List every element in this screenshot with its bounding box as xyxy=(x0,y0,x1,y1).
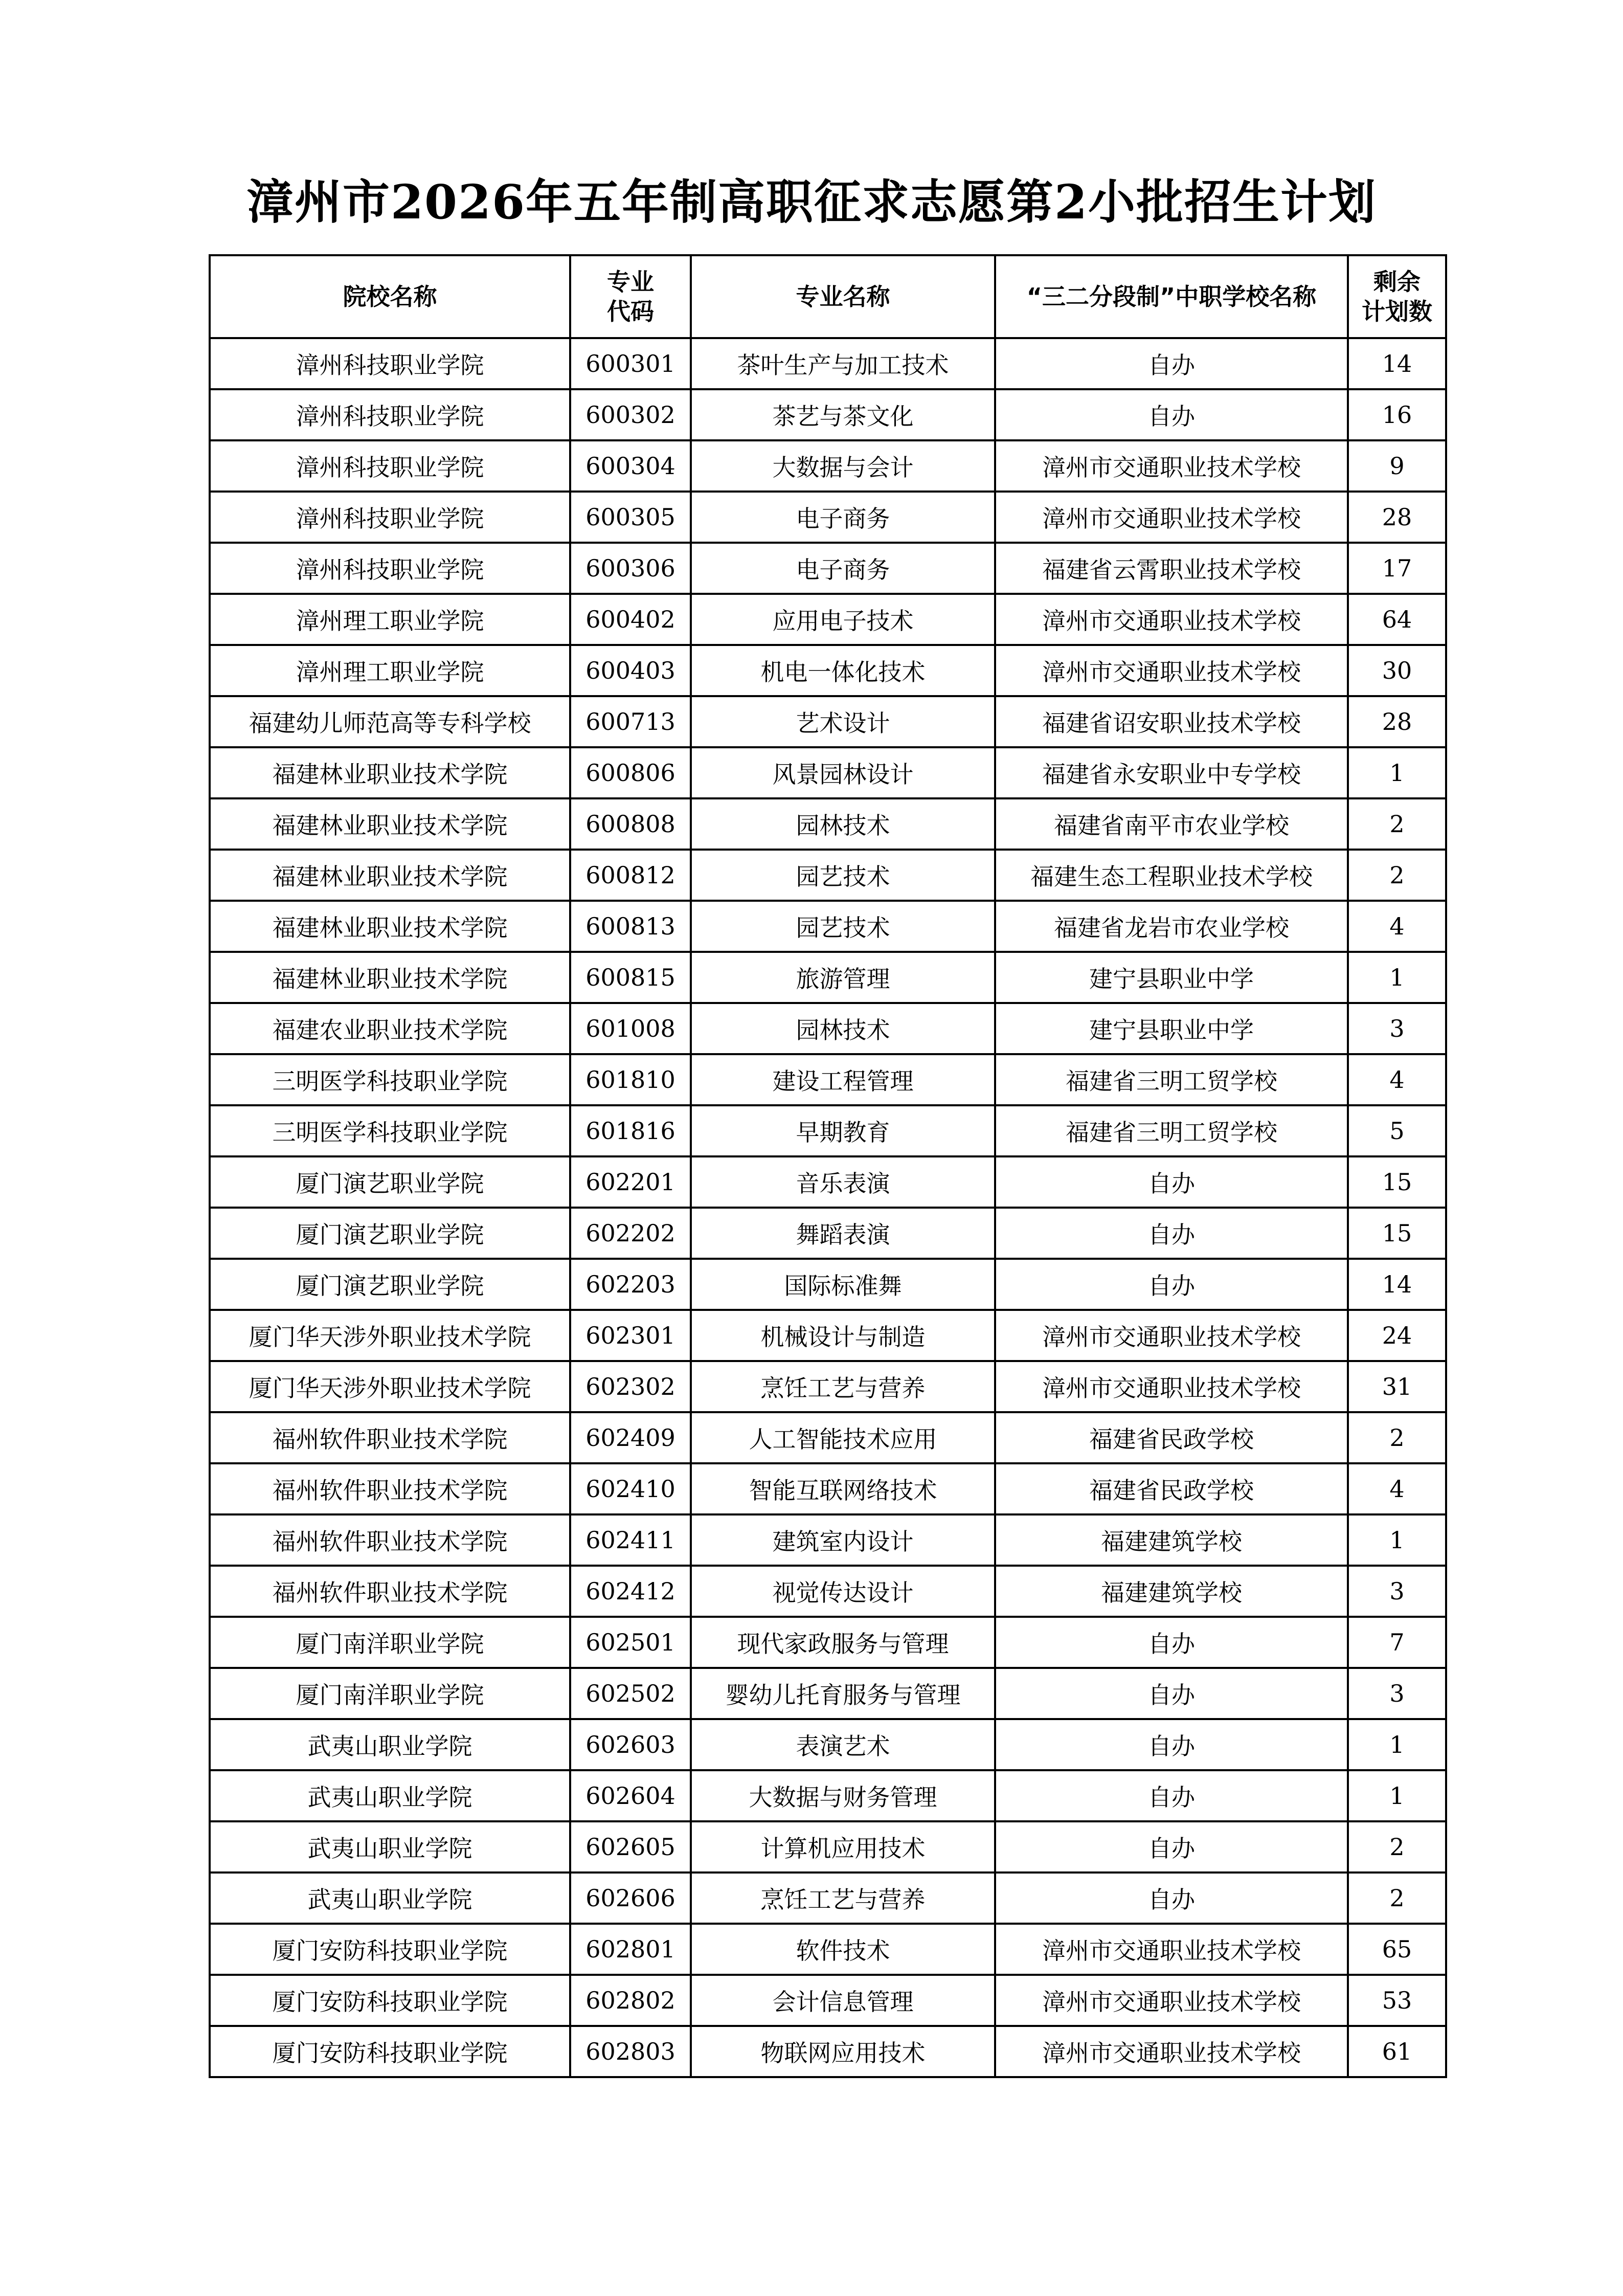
cell-major-name: 电子商务 xyxy=(691,543,995,594)
table-row xyxy=(210,1719,1446,1770)
cell-major-code: 602603 xyxy=(570,1719,691,1770)
table-row xyxy=(210,440,1446,492)
cell-major-name: 软件技术 xyxy=(691,1924,995,1975)
table-row xyxy=(210,1361,1446,1412)
cell-school-name: 福建农业职业技术学院 xyxy=(210,1003,570,1054)
table-row xyxy=(210,543,1446,594)
cell-major-name: 物联网应用技术 xyxy=(691,2026,995,2077)
enrollment-plan-table xyxy=(209,254,1447,2078)
table-row xyxy=(210,1156,1446,1208)
cell-remaining-plan: 15 xyxy=(1348,1156,1446,1208)
cell-remaining-plan: 1 xyxy=(1348,1770,1446,1821)
cell-major-name: 会计信息管理 xyxy=(691,1975,995,2026)
cell-remaining-plan: 4 xyxy=(1348,1463,1446,1514)
cell-remaining-plan: 64 xyxy=(1348,594,1446,645)
cell-major-code: 600806 xyxy=(570,747,691,798)
cell-major-code: 602606 xyxy=(570,1873,691,1924)
table-row xyxy=(210,594,1446,645)
page-title: 漳州市2026年五年制高职征求志愿第2小批招生计划 xyxy=(246,174,1377,230)
cell-major-name: 智能互联网络技术 xyxy=(691,1463,995,1514)
cell-school-name: 福建林业职业技术学院 xyxy=(210,952,570,1003)
cell-remaining-plan: 1 xyxy=(1348,1514,1446,1566)
cell-school-name: 武夷山职业学院 xyxy=(210,1770,570,1821)
cell-secondary-school: 福建省龙岩市农业学校 xyxy=(995,901,1348,952)
cell-secondary-school: 自办 xyxy=(995,1668,1348,1719)
table-row xyxy=(210,1566,1446,1617)
cell-secondary-school: 自办 xyxy=(995,1208,1348,1259)
cell-remaining-plan: 2 xyxy=(1348,850,1446,901)
cell-secondary-school: 福建省诏安职业技术学校 xyxy=(995,696,1348,747)
table-row xyxy=(210,1668,1446,1719)
cell-secondary-school: 福建生态工程职业技术学校 xyxy=(995,850,1348,901)
cell-school-name: 福建林业职业技术学院 xyxy=(210,798,570,850)
cell-major-name: 园艺技术 xyxy=(691,850,995,901)
cell-secondary-school: 自办 xyxy=(995,1156,1348,1208)
cell-major-name: 园艺技术 xyxy=(691,901,995,952)
cell-remaining-plan: 3 xyxy=(1348,1566,1446,1617)
cell-remaining-plan: 16 xyxy=(1348,389,1446,440)
cell-major-name: 机电一体化技术 xyxy=(691,645,995,696)
cell-school-name: 福州软件职业技术学院 xyxy=(210,1412,570,1463)
cell-secondary-school: 漳州市交通职业技术学校 xyxy=(995,440,1348,492)
cell-secondary-school: 福建省民政学校 xyxy=(995,1412,1348,1463)
table-row xyxy=(210,338,1446,389)
cell-secondary-school: 漳州市交通职业技术学校 xyxy=(995,1310,1348,1361)
cell-major-code: 601810 xyxy=(570,1054,691,1105)
cell-major-code: 601816 xyxy=(570,1105,691,1156)
cell-school-name: 厦门华天涉外职业技术学院 xyxy=(210,1361,570,1412)
cell-major-name: 机械设计与制造 xyxy=(691,1310,995,1361)
cell-secondary-school: 漳州市交通职业技术学校 xyxy=(995,2026,1348,2077)
cell-remaining-plan: 1 xyxy=(1348,1719,1446,1770)
cell-secondary-school: 福建省永安职业中专学校 xyxy=(995,747,1348,798)
cell-major-code: 600305 xyxy=(570,492,691,543)
table-row xyxy=(210,850,1446,901)
cell-major-name: 视觉传达设计 xyxy=(691,1566,995,1617)
cell-major-code: 602201 xyxy=(570,1156,691,1208)
table-row xyxy=(210,952,1446,1003)
cell-secondary-school: 漳州市交通职业技术学校 xyxy=(995,645,1348,696)
header-remaining-plan: 剩余 计划数 xyxy=(1348,255,1446,338)
table-row xyxy=(210,1975,1446,2026)
cell-remaining-plan: 4 xyxy=(1348,901,1446,952)
cell-secondary-school: 漳州市交通职业技术学校 xyxy=(995,1361,1348,1412)
cell-major-code: 600306 xyxy=(570,543,691,594)
table-row xyxy=(210,1003,1446,1054)
cell-secondary-school: 自办 xyxy=(995,1770,1348,1821)
cell-secondary-school: 福建省三明工贸学校 xyxy=(995,1105,1348,1156)
cell-remaining-plan: 7 xyxy=(1348,1617,1446,1668)
cell-major-code: 600402 xyxy=(570,594,691,645)
cell-major-code: 600813 xyxy=(570,901,691,952)
cell-secondary-school: 福建建筑学校 xyxy=(995,1566,1348,1617)
table-body xyxy=(210,338,1446,2077)
cell-remaining-plan: 14 xyxy=(1348,338,1446,389)
cell-remaining-plan: 2 xyxy=(1348,1412,1446,1463)
cell-school-name: 漳州理工职业学院 xyxy=(210,594,570,645)
table-row xyxy=(210,1259,1446,1310)
cell-secondary-school: 建宁县职业中学 xyxy=(995,1003,1348,1054)
cell-school-name: 厦门安防科技职业学院 xyxy=(210,1975,570,2026)
cell-school-name: 漳州理工职业学院 xyxy=(210,645,570,696)
cell-major-code: 602502 xyxy=(570,1668,691,1719)
cell-remaining-plan: 3 xyxy=(1348,1003,1446,1054)
cell-secondary-school: 福建省民政学校 xyxy=(995,1463,1348,1514)
cell-school-name: 厦门安防科技职业学院 xyxy=(210,2026,570,2077)
cell-secondary-school: 福建省三明工贸学校 xyxy=(995,1054,1348,1105)
cell-major-code: 602604 xyxy=(570,1770,691,1821)
cell-major-name: 茶艺与茶文化 xyxy=(691,389,995,440)
cell-major-name: 音乐表演 xyxy=(691,1156,995,1208)
table-row xyxy=(210,1617,1446,1668)
cell-remaining-plan: 17 xyxy=(1348,543,1446,594)
cell-major-code: 600808 xyxy=(570,798,691,850)
cell-school-name: 厦门演艺职业学院 xyxy=(210,1259,570,1310)
cell-major-code: 602801 xyxy=(570,1924,691,1975)
cell-major-code: 602803 xyxy=(570,2026,691,2077)
cell-secondary-school: 漳州市交通职业技术学校 xyxy=(995,1924,1348,1975)
cell-major-code: 602411 xyxy=(570,1514,691,1566)
table-row xyxy=(210,1924,1446,1975)
cell-secondary-school: 漳州市交通职业技术学校 xyxy=(995,594,1348,645)
cell-remaining-plan: 65 xyxy=(1348,1924,1446,1975)
cell-remaining-plan: 2 xyxy=(1348,798,1446,850)
cell-school-name: 福州软件职业技术学院 xyxy=(210,1463,570,1514)
header-major-code: 专业 代码 xyxy=(570,255,691,338)
cell-school-name: 福建林业职业技术学院 xyxy=(210,850,570,901)
cell-school-name: 漳州科技职业学院 xyxy=(210,492,570,543)
cell-school-name: 三明医学科技职业学院 xyxy=(210,1054,570,1105)
table-row xyxy=(210,798,1446,850)
table-row xyxy=(210,1054,1446,1105)
table-row xyxy=(210,1208,1446,1259)
cell-school-name: 武夷山职业学院 xyxy=(210,1873,570,1924)
cell-major-name: 建设工程管理 xyxy=(691,1054,995,1105)
cell-major-name: 旅游管理 xyxy=(691,952,995,1003)
cell-major-name: 风景园林设计 xyxy=(691,747,995,798)
cell-secondary-school: 福建建筑学校 xyxy=(995,1514,1348,1566)
table-row xyxy=(210,1514,1446,1566)
cell-school-name: 三明医学科技职业学院 xyxy=(210,1105,570,1156)
cell-school-name: 漳州科技职业学院 xyxy=(210,440,570,492)
table-row xyxy=(210,492,1446,543)
cell-school-name: 武夷山职业学院 xyxy=(210,1821,570,1873)
cell-secondary-school: 自办 xyxy=(995,338,1348,389)
cell-remaining-plan: 1 xyxy=(1348,747,1446,798)
cell-major-name: 舞蹈表演 xyxy=(691,1208,995,1259)
cell-secondary-school: 建宁县职业中学 xyxy=(995,952,1348,1003)
table-row xyxy=(210,747,1446,798)
cell-school-name: 厦门演艺职业学院 xyxy=(210,1208,570,1259)
cell-secondary-school: 自办 xyxy=(995,1719,1348,1770)
cell-major-code: 602203 xyxy=(570,1259,691,1310)
cell-major-code: 602302 xyxy=(570,1361,691,1412)
table-row xyxy=(210,1105,1446,1156)
cell-major-code: 600815 xyxy=(570,952,691,1003)
cell-major-name: 早期教育 xyxy=(691,1105,995,1156)
cell-school-name: 福建幼儿师范高等专科学校 xyxy=(210,696,570,747)
cell-school-name: 漳州科技职业学院 xyxy=(210,338,570,389)
cell-secondary-school: 福建省云霄职业技术学校 xyxy=(995,543,1348,594)
cell-school-name: 福州软件职业技术学院 xyxy=(210,1514,570,1566)
cell-school-name: 厦门华天涉外职业技术学院 xyxy=(210,1310,570,1361)
cell-major-name: 大数据与会计 xyxy=(691,440,995,492)
cell-remaining-plan: 1 xyxy=(1348,952,1446,1003)
cell-school-name: 福州软件职业技术学院 xyxy=(210,1566,570,1617)
cell-major-name: 现代家政服务与管理 xyxy=(691,1617,995,1668)
cell-remaining-plan: 5 xyxy=(1348,1105,1446,1156)
cell-major-code: 600713 xyxy=(570,696,691,747)
cell-secondary-school: 漳州市交通职业技术学校 xyxy=(995,1975,1348,2026)
cell-school-name: 福建林业职业技术学院 xyxy=(210,747,570,798)
cell-remaining-plan: 61 xyxy=(1348,2026,1446,2077)
cell-school-name: 漳州科技职业学院 xyxy=(210,389,570,440)
cell-remaining-plan: 2 xyxy=(1348,1821,1446,1873)
cell-major-code: 600304 xyxy=(570,440,691,492)
cell-major-name: 国际标准舞 xyxy=(691,1259,995,1310)
cell-major-name: 烹饪工艺与营养 xyxy=(691,1873,995,1924)
cell-major-code: 602301 xyxy=(570,1310,691,1361)
cell-major-name: 婴幼儿托育服务与管理 xyxy=(691,1668,995,1719)
cell-school-name: 厦门安防科技职业学院 xyxy=(210,1924,570,1975)
cell-school-name: 厦门南洋职业学院 xyxy=(210,1668,570,1719)
cell-remaining-plan: 2 xyxy=(1348,1873,1446,1924)
cell-major-code: 602802 xyxy=(570,1975,691,2026)
cell-remaining-plan: 3 xyxy=(1348,1668,1446,1719)
cell-major-code: 602605 xyxy=(570,1821,691,1873)
cell-major-code: 602410 xyxy=(570,1463,691,1514)
cell-major-name: 艺术设计 xyxy=(691,696,995,747)
cell-major-name: 电子商务 xyxy=(691,492,995,543)
table-row xyxy=(210,1463,1446,1514)
cell-school-name: 福建林业职业技术学院 xyxy=(210,901,570,952)
cell-remaining-plan: 30 xyxy=(1348,645,1446,696)
cell-major-code: 601008 xyxy=(570,1003,691,1054)
cell-secondary-school: 自办 xyxy=(995,1873,1348,1924)
cell-secondary-school: 自办 xyxy=(995,1617,1348,1668)
cell-remaining-plan: 28 xyxy=(1348,696,1446,747)
cell-major-name: 园林技术 xyxy=(691,1003,995,1054)
table-row xyxy=(210,1770,1446,1821)
cell-major-code: 602409 xyxy=(570,1412,691,1463)
cell-major-code: 602202 xyxy=(570,1208,691,1259)
cell-remaining-plan: 9 xyxy=(1348,440,1446,492)
cell-major-name: 园林技术 xyxy=(691,798,995,850)
header-major-name: 专业名称 xyxy=(691,255,995,338)
cell-remaining-plan: 14 xyxy=(1348,1259,1446,1310)
cell-school-name: 厦门演艺职业学院 xyxy=(210,1156,570,1208)
cell-secondary-school: 自办 xyxy=(995,389,1348,440)
cell-major-code: 600403 xyxy=(570,645,691,696)
header-secondary-school: “三二分段制”中职学校名称 xyxy=(995,255,1348,338)
header-school: 院校名称 xyxy=(210,255,570,338)
cell-remaining-plan: 24 xyxy=(1348,1310,1446,1361)
cell-major-name: 茶叶生产与加工技术 xyxy=(691,338,995,389)
cell-major-code: 602501 xyxy=(570,1617,691,1668)
table-row xyxy=(210,645,1446,696)
table-row xyxy=(210,1873,1446,1924)
cell-school-name: 武夷山职业学院 xyxy=(210,1719,570,1770)
cell-major-name: 表演艺术 xyxy=(691,1719,995,1770)
table-row xyxy=(210,2026,1446,2077)
cell-major-code: 600301 xyxy=(570,338,691,389)
cell-major-name: 烹饪工艺与营养 xyxy=(691,1361,995,1412)
cell-major-code: 600812 xyxy=(570,850,691,901)
cell-major-code: 602412 xyxy=(570,1566,691,1617)
table-row xyxy=(210,389,1446,440)
table-row xyxy=(210,696,1446,747)
cell-remaining-plan: 28 xyxy=(1348,492,1446,543)
cell-secondary-school: 自办 xyxy=(995,1821,1348,1873)
cell-remaining-plan: 4 xyxy=(1348,1054,1446,1105)
cell-remaining-plan: 53 xyxy=(1348,1975,1446,2026)
cell-major-name: 应用电子技术 xyxy=(691,594,995,645)
cell-major-name: 大数据与财务管理 xyxy=(691,1770,995,1821)
cell-secondary-school: 自办 xyxy=(995,1259,1348,1310)
table-row xyxy=(210,901,1446,952)
table-row xyxy=(210,1310,1446,1361)
cell-secondary-school: 漳州市交通职业技术学校 xyxy=(995,492,1348,543)
table-row xyxy=(210,1821,1446,1873)
table-header-row xyxy=(210,255,1446,338)
cell-secondary-school: 福建省南平市农业学校 xyxy=(995,798,1348,850)
cell-major-name: 计算机应用技术 xyxy=(691,1821,995,1873)
cell-school-name: 漳州科技职业学院 xyxy=(210,543,570,594)
cell-major-name: 人工智能技术应用 xyxy=(691,1412,995,1463)
cell-school-name: 厦门南洋职业学院 xyxy=(210,1617,570,1668)
cell-remaining-plan: 15 xyxy=(1348,1208,1446,1259)
cell-major-code: 600302 xyxy=(570,389,691,440)
cell-major-name: 建筑室内设计 xyxy=(691,1514,995,1566)
table-row xyxy=(210,1412,1446,1463)
cell-remaining-plan: 31 xyxy=(1348,1361,1446,1412)
